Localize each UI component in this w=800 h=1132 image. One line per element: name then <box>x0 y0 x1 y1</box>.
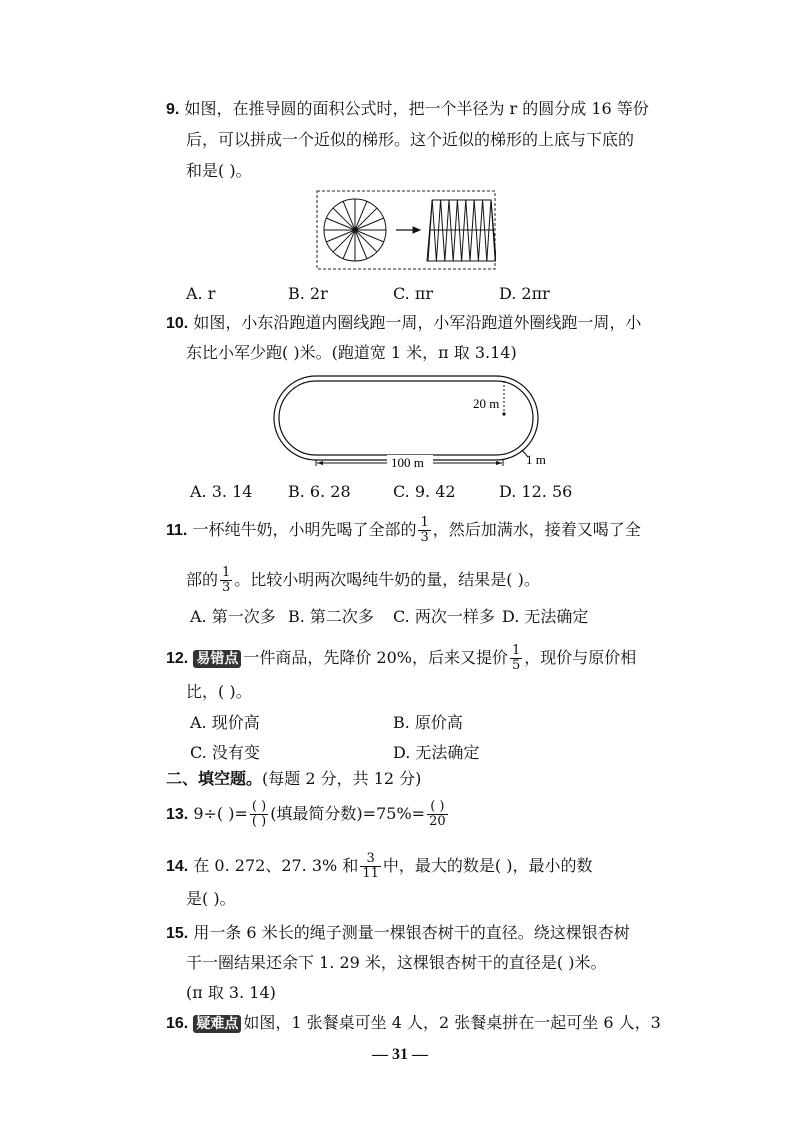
q11-text-2b: 。比较小明两次喝纯牛奶的量，结果是( )。 <box>234 570 540 589</box>
q9-line3: 和是( )。 <box>186 161 252 180</box>
q9-circle-16-sectors <box>324 199 386 261</box>
page-number: — 31 — <box>372 1046 428 1063</box>
q11-line2 <box>186 566 540 595</box>
q10-line2: 东比小军少跑( )米。(跑道宽 1 米，π 取 3.14) <box>186 343 517 362</box>
q9-option-c[interactable]: C. πr <box>393 284 434 303</box>
q10-length-arrowhead-left <box>317 461 323 465</box>
q10-line1 <box>166 312 641 335</box>
q10-option-d[interactable]: D. 12. 56 <box>499 482 573 501</box>
q9-option-b[interactable]: B. 2r <box>288 284 328 303</box>
q14-text-1a: 在 0. 272、27. 3% 和 <box>193 856 359 875</box>
q11-option-c[interactable]: C. 两次一样多 <box>393 607 495 626</box>
q14-frac-den: 11 <box>362 866 379 881</box>
q10-length-arrowhead-right <box>496 461 502 465</box>
q12-badge-tricky: 易错点 <box>193 650 241 668</box>
q11-frac2-den: 3 <box>222 580 231 595</box>
q11-option-b[interactable]: B. 第二次多 <box>288 607 374 626</box>
q15-text-1: 用一条 6 米长的绳子测量一棵银杏树干的直径。绕这棵银杏树 <box>193 923 630 942</box>
q12-frac-den: 5 <box>512 658 521 673</box>
q11-fraction-2 <box>220 566 232 595</box>
q12-text-1b: ，现价与原价相 <box>524 648 637 667</box>
q14-line1 <box>166 852 592 881</box>
q11-number: 11. <box>166 522 188 539</box>
q9-number: 9. <box>166 101 180 118</box>
q11-frac-num: 1 <box>420 515 429 530</box>
q12-line2: 比，( )。 <box>186 682 252 701</box>
q15-number: 15. <box>166 925 189 942</box>
q10-radius-label: 20 m <box>473 396 500 411</box>
q9-text-1: 如图，在推导圆的面积公式时，把一个半径为 r 的圆分成 16 等份 <box>184 99 649 118</box>
q9-option-a[interactable]: A. r <box>186 284 216 303</box>
q10-width-label: 1 m <box>526 452 546 467</box>
q13-text-b: (填最简分数)=75%= <box>270 804 426 823</box>
section2-note: (每题 2 分，共 12 分) <box>262 769 422 788</box>
q14-text-1b: 中，最大的数是( )，最小的数 <box>382 856 593 875</box>
q10-track-figure <box>260 368 560 478</box>
q10-number: 10. <box>166 315 189 332</box>
q10-text-1: 如图，小东沿跑道内圈线跑一周，小军沿跑道外圈线跑一周，小 <box>193 313 642 332</box>
q11-text-1b: ，然后加满水，接着又喝了全 <box>432 520 641 539</box>
q11-text-2a: 部的 <box>186 570 219 589</box>
q9-figure <box>316 190 496 270</box>
q9-line1 <box>166 98 649 121</box>
q10-inner-lane <box>279 381 533 455</box>
q13-frac1-den[interactable]: ( ) <box>251 814 267 829</box>
section2-heading <box>166 768 421 790</box>
q12-option-d[interactable]: D. 无法确定 <box>393 743 480 762</box>
q15-line3: (π 取 3. 14) <box>186 983 276 1002</box>
q13-line <box>166 800 450 829</box>
q10-option-c[interactable]: C. 9. 42 <box>393 482 456 501</box>
q12-option-a[interactable]: A. 现价高 <box>190 713 260 732</box>
section2-title: 二、填空题。 <box>166 769 263 788</box>
q10-length-label: 100 m <box>391 455 424 470</box>
q9-arrow-icon <box>396 227 420 233</box>
q13-frac1-num[interactable]: ( ) <box>251 799 267 814</box>
q13-frac2-num[interactable]: ( ) <box>430 799 445 814</box>
q14-frac-num: 3 <box>366 851 375 866</box>
q12-option-c[interactable]: C. 没有变 <box>190 743 260 762</box>
q12-text-1a: 一件商品，先降价 20%，后来又提价 <box>243 648 508 667</box>
q10-outer-lane <box>274 376 538 460</box>
q9-trapezoid <box>427 200 496 261</box>
q16-number: 16. <box>166 1015 189 1032</box>
q11-option-d[interactable]: D. 无法确定 <box>502 607 589 626</box>
q12-line1 <box>166 644 636 673</box>
q11-text-1a: 一杯纯牛奶，小明先喝了全部的 <box>192 520 417 539</box>
q13-fraction-1[interactable] <box>250 800 268 829</box>
q12-fraction <box>510 644 522 673</box>
q13-number: 13. <box>166 806 189 823</box>
q9-line2: 后，可以拼成一个近似的梯形。这个近似的梯形的上底与下底的 <box>186 130 635 149</box>
q12-frac-num: 1 <box>512 643 521 658</box>
q10-center-dot <box>502 412 505 415</box>
q11-line1 <box>166 516 641 545</box>
q15-line1 <box>166 922 630 945</box>
q14-line2: 是( )。 <box>186 889 236 908</box>
q10-option-a[interactable]: A. 3. 14 <box>190 482 253 501</box>
q14-number: 14. <box>166 858 189 875</box>
q11-fraction-1 <box>418 516 430 545</box>
q9-option-d[interactable]: D. 2πr <box>499 284 550 303</box>
q12-number: 12. <box>166 650 189 667</box>
q11-frac2-num: 1 <box>222 565 231 580</box>
q12-option-b[interactable]: B. 原价高 <box>393 713 463 732</box>
q13-text-a: 9÷( )= <box>193 804 248 823</box>
q16-badge-difficult: 疑难点 <box>193 1015 241 1033</box>
q11-frac-den: 3 <box>420 530 429 545</box>
q16-line1 <box>166 1012 661 1035</box>
q10-option-b[interactable]: B. 6. 28 <box>288 482 351 501</box>
q14-fraction <box>360 852 381 881</box>
q13-frac2-den: 20 <box>429 814 446 829</box>
q16-text-1: 如图，1 张餐桌可坐 4 人，2 张餐桌拼在一起可坐 6 人，3 <box>243 1013 661 1032</box>
q11-option-a[interactable]: A. 第一次多 <box>190 607 276 626</box>
q15-line2: 干一圈结果还余下 1. 29 米，这棵银杏树干的直径是( )米。 <box>186 953 607 972</box>
q13-fraction-2[interactable] <box>427 800 448 829</box>
